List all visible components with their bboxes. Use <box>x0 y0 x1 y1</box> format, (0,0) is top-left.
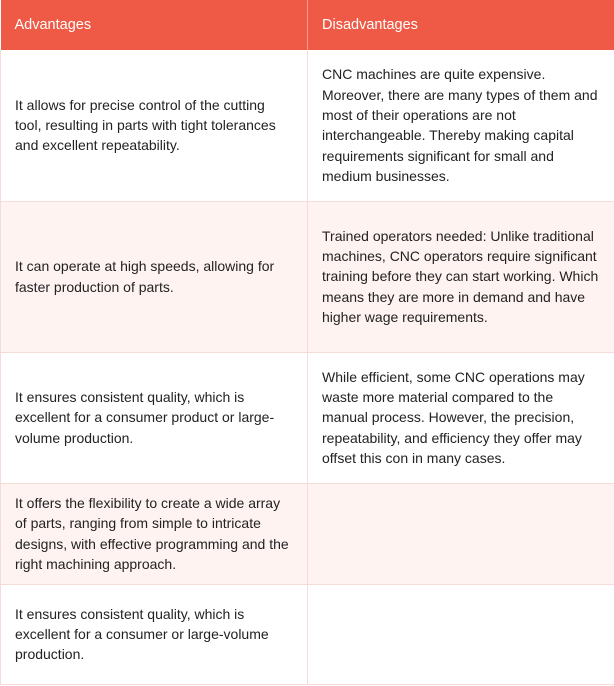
table-row <box>1 201 614 352</box>
disadvantage-cell: While efficient, some CNC operations may waste more material compared to the manual process. However, the precision, repeatability, and efficiency they offer may offset this con in many cases. <box>308 352 614 483</box>
table-row <box>1 483 614 584</box>
advantage-cell: It ensures consistent quality, which is excellent for a consumer or large-volume production. <box>1 584 308 684</box>
advantage-cell: It ensures consistent quality, which is excellent for a consumer product or large-volume production. <box>1 352 308 483</box>
advantage-cell: It allows for precise control of the cutting tool, resulting in parts with tight tolerances and excellent repeatability. <box>1 50 308 201</box>
header-advantages: Advantages <box>1 0 308 50</box>
table-header-row <box>1 0 614 50</box>
disadvantage-cell <box>308 483 614 584</box>
advantage-cell: It offers the flexibility to create a wide array of parts, ranging from simple to intricate designs, with effective programming and the right machining approach. <box>1 483 308 584</box>
header-disadvantages: Disadvantages <box>308 0 614 50</box>
disadvantage-cell: CNC machines are quite expensive. Moreover, there are many types of them and most of their operations are not interchangeable. Thereby making capital requirements significant for small and medium businesses. <box>308 50 614 201</box>
table-row <box>1 50 614 201</box>
table-row <box>1 352 614 483</box>
advantage-cell: It can operate at high speeds, allowing for faster production of parts. <box>1 201 308 352</box>
disadvantage-cell <box>308 584 614 684</box>
table-row <box>1 584 614 684</box>
disadvantage-cell: Trained operators needed: Unlike traditional machines, CNC operators require significant training before they can start working. Which means they are more in demand and have higher wage requirements. <box>308 201 614 352</box>
